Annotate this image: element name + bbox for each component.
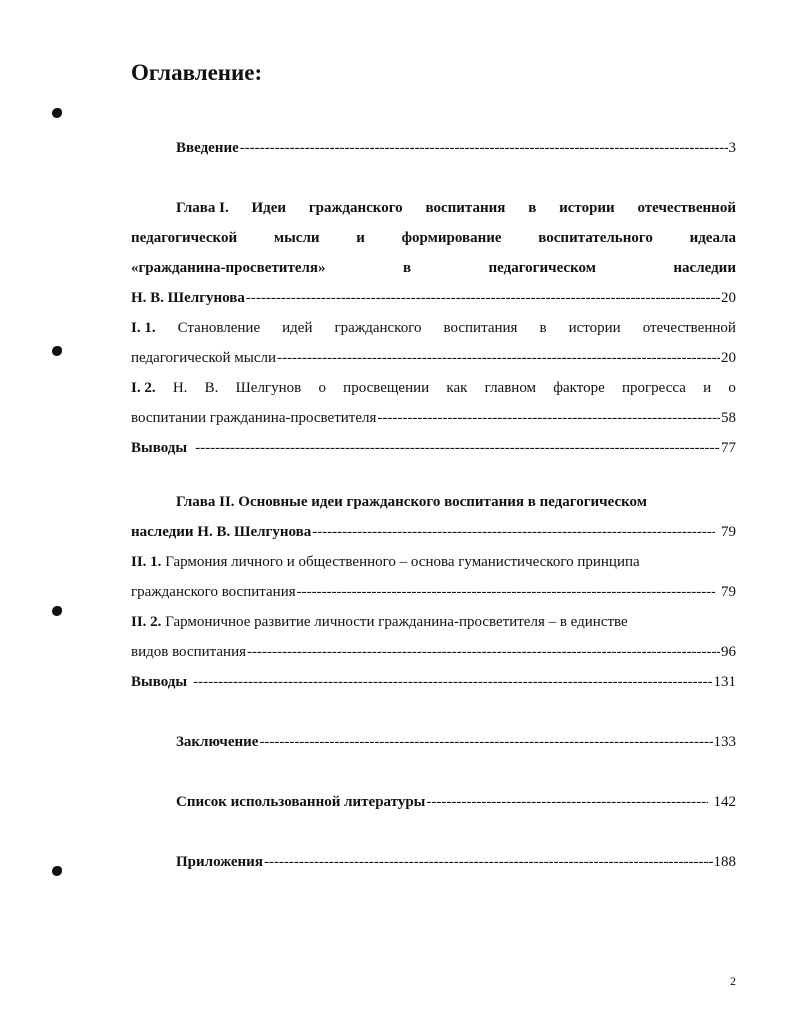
leader-dots — [259, 727, 712, 757]
toc-title: наследии Н. В. Шелгунова — [131, 524, 312, 540]
toc-title: видов воспитания — [131, 644, 246, 660]
toc-section-1-2 — [131, 373, 736, 433]
word: и — [356, 230, 365, 246]
section-text: Гармония личного и общественного – основа гуманистического принципа — [161, 554, 640, 570]
word: в — [539, 320, 547, 336]
toc-entry-intro — [131, 133, 736, 163]
toc-title: педагогической мысли — [131, 350, 277, 366]
toc-page: 79 — [721, 524, 736, 540]
leader-dots — [193, 667, 712, 697]
toc-conclusions-2 — [131, 667, 736, 697]
word: идей — [282, 320, 313, 336]
toc-page: 20 — [721, 350, 736, 366]
toc-line — [131, 667, 736, 697]
word: главном — [484, 380, 537, 396]
leader-dots — [426, 787, 707, 817]
toc-page: 58 — [721, 410, 736, 426]
toc-title: Выводы — [131, 674, 188, 690]
toc-chapter-1 — [131, 193, 736, 313]
section-text: Гармоничное развитие личности гражданина-просветителя – в единстве — [161, 614, 628, 630]
section-line-1 — [131, 313, 736, 343]
word: Шелгунов — [235, 380, 302, 396]
toc-page: 142 — [713, 794, 736, 810]
word: Глава I. — [176, 200, 229, 216]
page-number: 2 — [730, 974, 736, 988]
toc-entry-conclusion — [131, 727, 736, 757]
toc-section-1-1 — [131, 313, 736, 373]
section-line-1 — [131, 607, 736, 637]
chapter-1-line-4 — [131, 283, 736, 313]
chapter-1-line-1 — [131, 193, 736, 223]
toc-title: Заключение — [176, 734, 259, 750]
word: гражданского — [308, 200, 403, 216]
toc-line — [131, 727, 736, 757]
toc-section-2-2 — [131, 607, 736, 667]
word: в — [528, 200, 537, 216]
margin-mark — [52, 606, 62, 616]
section-line-2 — [131, 577, 736, 607]
chapter-2-line-1: Глава II. Основные идеи гражданского воспитания в педагогическом — [176, 494, 647, 510]
toc-title: Н. В. Шелгунова — [131, 290, 245, 306]
section-line-2 — [131, 637, 736, 667]
section-line-2 — [131, 343, 736, 373]
margin-mark — [52, 866, 62, 876]
toc-page: 131 — [713, 674, 736, 690]
toc-title: Список использованной литературы — [176, 794, 426, 810]
toc-page: 79 — [721, 584, 736, 600]
word: идеала — [689, 230, 736, 246]
word: истории — [568, 320, 621, 336]
toc-page: 188 — [713, 854, 736, 870]
leader-dots — [247, 637, 720, 667]
margin-mark — [52, 108, 62, 118]
toc-title: Выводы — [131, 440, 188, 456]
word: Н. — [172, 380, 188, 396]
leader-dots — [377, 403, 720, 433]
toc-section-2-1 — [131, 547, 736, 607]
word: как — [446, 380, 468, 396]
leader-dots — [277, 343, 720, 373]
toc-page: 96 — [721, 644, 736, 660]
word: в — [402, 260, 412, 276]
word: педагогической — [131, 230, 238, 246]
leader-dots — [312, 517, 715, 547]
chapter-2-line-2 — [131, 517, 736, 547]
word: отечественной — [637, 200, 736, 216]
word: отечественной — [642, 320, 736, 336]
word: воспитательного — [538, 230, 653, 246]
section-line-1 — [131, 547, 736, 577]
leader-dots — [195, 433, 720, 463]
toc-page: 3 — [728, 140, 736, 156]
word: Идеи — [251, 200, 287, 216]
toc-title: гражданского воспитания — [131, 584, 296, 600]
toc-entry-appendices — [131, 847, 736, 877]
section-line-2 — [131, 403, 736, 433]
section-number: II. 2. — [131, 614, 162, 630]
word: «гражданина-просветителя» — [131, 260, 326, 276]
leader-dots — [264, 847, 713, 877]
word: просвещении — [343, 380, 430, 396]
word: В. — [204, 380, 219, 396]
toc-page: 133 — [713, 734, 736, 750]
toc-line — [131, 847, 736, 877]
toc-chapter-2 — [131, 487, 736, 547]
toc-entry-references — [131, 787, 736, 817]
word: формирование — [401, 230, 502, 246]
leader-dots — [297, 577, 715, 607]
word: о — [728, 380, 736, 396]
word: гражданского — [334, 320, 422, 336]
toc-title: воспитании гражданина-просветителя — [131, 410, 377, 426]
toc-line — [131, 133, 736, 163]
chapter-1-line-2 — [131, 223, 736, 253]
leader-dots — [246, 283, 720, 313]
toc-line — [131, 787, 736, 817]
word: истории — [559, 200, 615, 216]
word: о — [318, 380, 326, 396]
margin-mark — [52, 346, 62, 356]
word: факторе — [553, 380, 605, 396]
toc-line — [131, 433, 736, 463]
word: педагогическом — [488, 260, 596, 276]
section-number: I. 2. — [131, 380, 156, 396]
word: наследии — [673, 260, 736, 276]
word: Становление — [177, 320, 261, 336]
section-number: I. 1. — [131, 320, 156, 336]
section-line-1 — [131, 373, 736, 403]
chapter-1-line-3 — [131, 253, 736, 283]
toc-page: 20 — [721, 290, 736, 306]
section-number: II. 1. — [131, 554, 162, 570]
leader-dots — [240, 133, 728, 163]
toc-heading: Оглавление: — [131, 60, 263, 85]
toc-page: 77 — [721, 440, 736, 456]
toc-conclusions-1 — [131, 433, 736, 463]
word: и — [703, 380, 712, 396]
word: прогресса — [621, 380, 686, 396]
word: воспитания — [443, 320, 518, 336]
toc-title: Введение — [176, 140, 239, 156]
word: воспитания — [425, 200, 506, 216]
word: мысли — [273, 230, 320, 246]
toc-title: Приложения — [176, 854, 263, 870]
